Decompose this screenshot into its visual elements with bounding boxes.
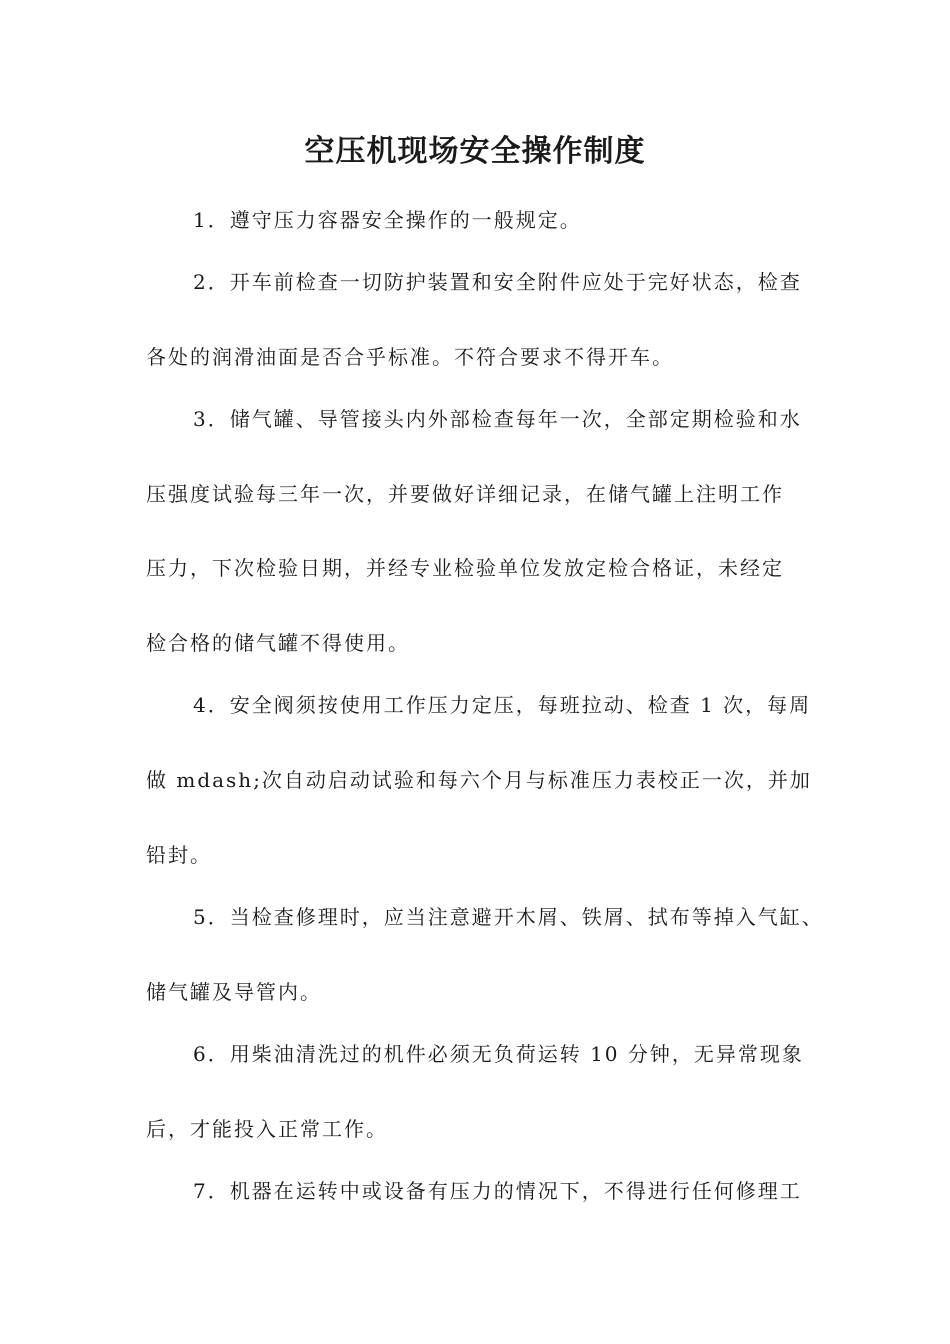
rule-6-line-2: 后，才能投入正常工作。 xyxy=(146,1117,388,1141)
rule-2-line-1: 2．开车前检查一切防护装置和安全附件应处于完好状态，检查 xyxy=(193,270,802,294)
rule-6-line-1: 6．用柴油清洗过的机件必须无负荷运转 10 分钟，无异常现象 xyxy=(193,1042,804,1066)
document-title: 空压机现场安全操作制度 xyxy=(304,134,646,169)
rule-3-line-2: 压强度试验每三年一次，并要做好详细记录，在储气罐上注明工作 xyxy=(146,482,784,506)
rule-7-line-1: 7．机器在运转中或设备有压力的情况下，不得进行任何修理工 xyxy=(193,1179,802,1203)
rule-3-line-4: 检合格的储气罐不得使用。 xyxy=(146,631,410,655)
rule-3-line-3: 压力，下次检验日期，并经专业检验单位发放定检合格证，未经定 xyxy=(146,556,784,580)
rule-2-line-2: 各处的润滑油面是否合乎标准。不符合要求不得开车。 xyxy=(146,345,674,369)
rule-1-line-1: 1．遵守压力容器安全操作的一般规定。 xyxy=(193,208,582,232)
rule-3-line-1: 3．储气罐、导管接头内外部检查每年一次，全部定期检验和水 xyxy=(193,407,802,431)
rule-4-line-1: 4．安全阀须按使用工作压力定压，每班拉动、检查 1 次，每周 xyxy=(193,693,812,717)
rule-4-line-3: 铅封。 xyxy=(146,843,212,867)
rule-5-line-1: 5．当检查修理时，应当注意避开木屑、铁屑、拭布等掉入气缸、 xyxy=(193,905,824,929)
rule-5-line-2: 储气罐及导管内。 xyxy=(146,980,322,1004)
rule-4-line-2: 做 mdash;次自动启动试验和每六个月与标准压力表校正一次，并加 xyxy=(146,768,812,792)
